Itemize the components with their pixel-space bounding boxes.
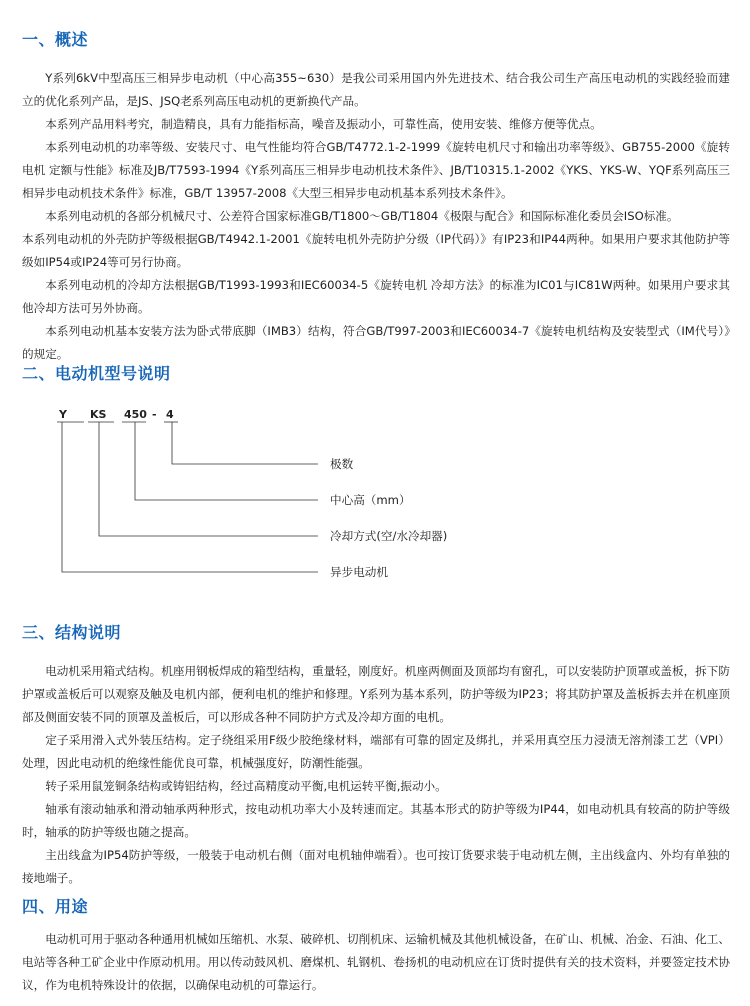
paragraph: 电动机可用于驱动各种通用机械如压缩机、水泵、破碎机、切削机床、运输机械及其他机械设备，在矿山、机械、冶金、石油、化工、电站等各种工矿企业中作原动机用。用以传动鼓风机、磨煤机、轧钢机、卷扬机的电动机应在订货时提供有关的技术资料，并要签定技术协议，作为电机特殊设计的依据，以确保电动机的可靠运行。 [22,932,730,992]
overview-body [22,67,730,366]
paragraph: 定子采用滑入式外装压结构。定子绕组采用F级少胶绝缘材料，端部有可靠的固定及绑扎，并采用真空压力浸渍无溶剂漆工艺（VPI）处理，因此电动机的绝缘性能优良可靠，机械强度好，防潮性能强。 [22,733,730,770]
code-poles: 4 [166,408,174,421]
paragraph: 本系列产品用料考究，制造精良，具有力能指标高，噪音及振动小，可靠性高，使用安装、维修方便等优点。 [45,117,602,131]
section-title-structure: 三、结构说明 [22,623,122,642]
paragraph: 本系列电动机的外壳防护等级根据GB/T4942.1-2001《旋转电机外壳防护分级（IP代码）》有IP23和IP44两种。如果用户要求其他防护等级如IP54或IP24等可另行协商。 [22,232,730,269]
structure-body [22,660,730,890]
paragraph: 本系列电动机的功率等级、安装尺寸、电气性能均符合GB/T4772.1-2-1999《旋转电机尺寸和输出功率等级》、GB755-2000《旋转电机 定额与性能》标准及JB/T7593-1994《Y系列高压三相异步电动机技术条件》、JB/T10315.1-2002《YKS、YKS-W、YQF系列高压三相异步电动机技术条件》标准，GB/T 13957-2008《大型三相异步电动机基本系列技术条件》。 [22,140,730,200]
label-poles: 极数 [330,457,354,471]
paragraph: 本系列电动机的各部分机械尺寸、公差符合国家标准GB/T1800～GB/T1804《极限与配合》和国际标准化委员会ISO标准。 [45,209,679,223]
label-center-height: 中心高（mm） [330,493,411,507]
code-center-height: 450 [124,408,147,421]
code-ks: KS [90,408,107,421]
paragraph: 轴承有滚动轴承和滑动轴承两种形式，按电动机功率大小及转速而定。其基本形式的防护等级为IP44，如电动机具有较高的防护等级时，轴承的防护等级也随之提高。 [22,802,730,839]
paragraph: 电动机采用箱式结构。机座用钢板焊成的箱型结构，重量轻，刚度好。机座两侧面及顶部均有窗孔，可以安装防护顶罩或盖板，拆下防护罩或盖板后可以观察及触及电机内部，便利电机的维护和修理。Y系列为基本系列，防护等级为IP23；将其防护罩及盖板拆去并在机座顶部及侧面安装不同的顶罩及盖板后，可以形成各种不同防护方式及冷却方面的电机。 [22,664,730,724]
code-y: Y [59,408,67,421]
paragraph: 本系列电动机的冷却方法根据GB/T1993-1993和IEC60034-5《旋转电机 冷却方法》的标准为IC01与IC81W两种。如果用户要求其他冷却方法可另外协商。 [22,278,730,315]
usage-body [22,928,730,997]
paragraph: 本系列电动机基本安装方法为卧式带底脚（IMB3）结构，符合GB/T997-2003和IEC60034-7《旋转电机结构及安装型式（IM代号）》的规定。 [22,324,730,361]
section-title-usage: 四、用途 [22,897,89,916]
paragraph: 主出线盒为IP54防护等级，一般装于电动机右侧（面对电机轴伸端看）。也可按订货要求装于电动机左侧，主出线盒内、外均有单独的接地端子。 [22,848,730,885]
model-code-diagram [0,395,750,585]
section-title-overview: 一、概述 [22,30,89,49]
section-title-model: 二、电动机型号说明 [22,364,171,383]
paragraph: 转子采用鼠笼铜条结构或铸铝结构，经过高精度动平衡,电机运转平衡,振动小。 [45,779,447,793]
paragraph: Y系列6kV中型高压三相异步电动机（中心高355~630）是我公司采用国内外先进技术、结合我公司生产高压电动机的实践经验而建立的优化系列产品，是JS、JSQ老系列高压电动机的更新换代产品。 [22,71,730,108]
label-cooling: 冷却方式(空/水冷却器) [330,529,448,543]
code-dash: - [152,408,157,421]
bracket-lines [0,395,750,585]
label-async-motor: 异步电动机 [330,565,388,579]
